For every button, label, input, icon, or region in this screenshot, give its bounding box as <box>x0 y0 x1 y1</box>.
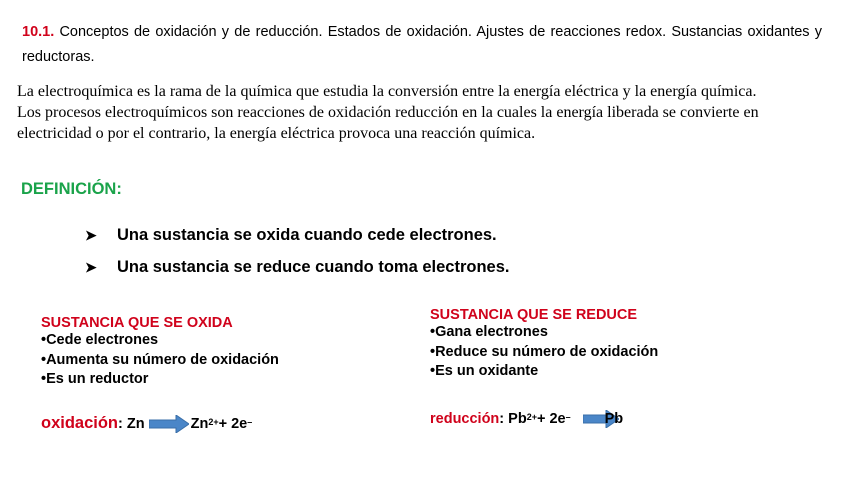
oxidation-product: Zn <box>190 415 209 432</box>
reduction-equation <box>430 410 623 428</box>
definition-bullet-text: Una sustancia se reduce cuando toma electrones. <box>117 258 510 276</box>
intro-text <box>17 81 827 144</box>
reduction-electrons: + 2e <box>536 411 566 427</box>
intro-paragraph-2: Los procesos electroquímicos son reacciones de oxidación reducción en la cuales la energía liberada se convierte en electricidad o por el contrario, la energía eléctrica provoca una reacción química. <box>17 104 759 142</box>
section-number: 10.1. <box>22 24 55 40</box>
oxida-box <box>41 315 279 390</box>
reaction-arrow-icon <box>149 415 189 433</box>
reduce-item: •Reduce su número de oxidación <box>430 343 659 360</box>
definition-bullet-2 <box>85 258 509 277</box>
arrow-bullet-icon: ➤ <box>85 227 97 243</box>
reduction-reactant-charge: 2+ <box>526 412 537 422</box>
section-heading <box>22 20 822 70</box>
reduce-item: •Gana electrones <box>430 324 548 340</box>
reduce-item: •Es un oxidante <box>430 363 539 379</box>
reduction-product: Pb <box>604 411 624 427</box>
reduction-label: reducción <box>430 411 500 427</box>
reduction-reactant: : Pb <box>499 411 527 427</box>
electron-charge: – <box>565 412 571 422</box>
arrow-bullet-icon: ➤ <box>85 259 97 275</box>
oxidation-equation <box>41 414 252 433</box>
electron-charge: – <box>247 416 253 427</box>
definition-label: DEFINICIÓN: <box>21 180 122 198</box>
section-title: Conceptos de oxidación y de reducción. Estados de oxidación. Ajustes de reacciones redox. Sustancias oxidantes y reductoras. <box>22 24 822 65</box>
oxidation-label: oxidación <box>41 414 119 432</box>
oxidation-reactant: : Zn <box>118 415 145 432</box>
oxida-item: •Cede electrones <box>41 332 159 348</box>
reduce-title: SUSTANCIA QUE SE REDUCE <box>430 307 638 323</box>
oxida-item: •Aumenta su número de oxidación <box>41 351 279 368</box>
reduce-box <box>430 307 658 382</box>
oxidation-product-charge: 2+ <box>208 416 219 427</box>
definition-bullet-text: Una sustancia se oxida cuando cede electrones. <box>117 226 497 244</box>
oxida-item: •Es un reductor <box>41 371 149 387</box>
oxidation-electrons: + 2e <box>218 415 248 432</box>
definition-bullet-1 <box>85 226 497 245</box>
intro-paragraph-1: La electroquímica es la rama de la química que estudia la conversión entre la energía eléctrica y la energía química. <box>17 83 757 100</box>
oxida-title: SUSTANCIA QUE SE OXIDA <box>41 315 233 331</box>
